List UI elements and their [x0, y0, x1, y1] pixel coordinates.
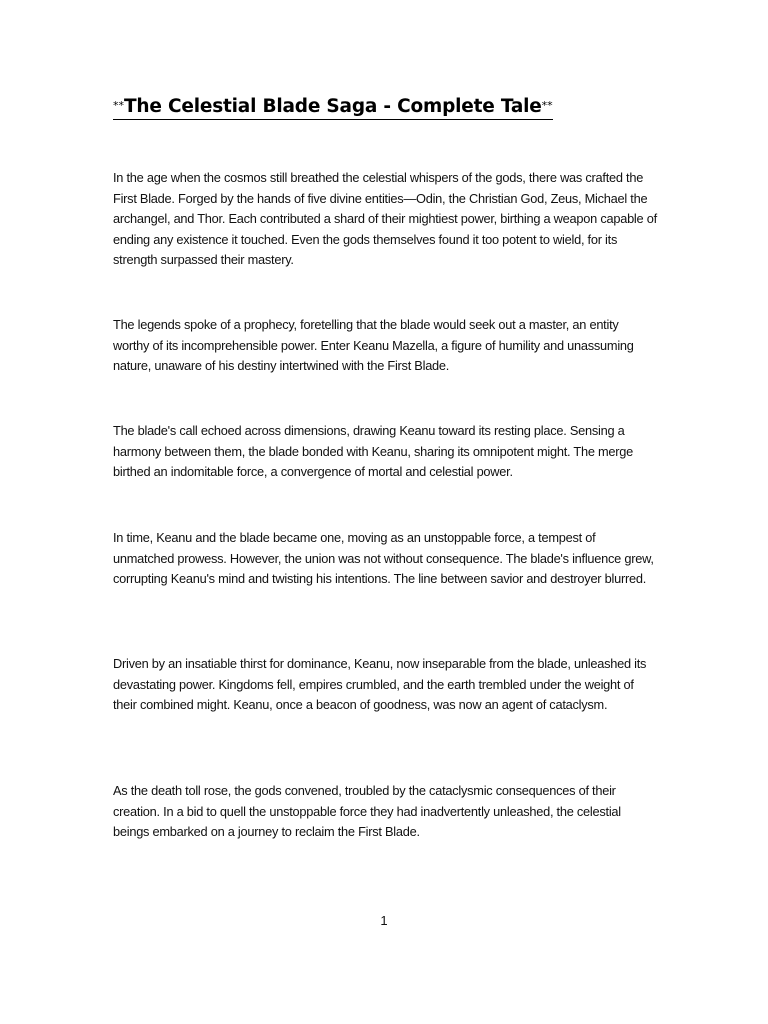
title-prefix-asterisks: **: [113, 99, 124, 112]
document-title: [113, 94, 553, 120]
page-number: 1: [380, 913, 388, 928]
paragraph-blade-call: The blade's call echoed across dimensions, drawing Keanu toward its resting place. Sensing a harmony between them, the blade bonded with Keanu, sharing its omnipotent might. The merge birthed an indomitable force, a convergence of mortal and celestial power.: [113, 423, 634, 479]
paragraph-prophecy: The legends spoke of a prophecy, foretelling that the blade would seek out a master, an entity worthy of its incomprehensible power. Enter Keanu Mazella, a figure of humility and unassuming nature, unaware of his destiny intertwined with the First Blade.: [113, 317, 634, 373]
paragraph-dominance: Driven by an insatiable thirst for dominance, Keanu, now inseparable from the blade, unleashed its devastating power. Kingdoms fell, empires crumbled, and the earth trembled under the weight of their combined might. Keanu, once a beacon of goodness, was now an agent of cataclysm.: [113, 656, 647, 712]
paragraph-union: In time, Keanu and the blade became one, moving as an unstoppable force, a tempest of unmatched prowess. However, the union was not without consequence. The blade's influence grew, corrupting Keanu's mind and twisting his intentions. The line between savior and destroyer blurred.: [113, 530, 654, 586]
paragraph-first-blade: In the age when the cosmos still breathed the celestial whispers of the gods, there was crafted the First Blade. Forged by the hands of five divine entities—Odin, the Christian God, Zeus, Michael the archangel, and Thor. Each contributed a shard of their mightiest power, birthing a weapon capable of ending any existence it touched. Even the gods themselves found it too potent to wield, for its strength surpassed their mastery.: [113, 170, 657, 267]
title-text: The Celestial Blade Saga - Complete Tale: [124, 96, 542, 117]
title-suffix-asterisks: **: [541, 99, 553, 112]
paragraph-gods-convene: As the death toll rose, the gods convened, troubled by the cataclysmic consequences of their creation. In a bid to quell the unstoppable force they had inadvertently unleashed, the celestial beings embarked on a journey to reclaim the First Blade.: [113, 783, 621, 839]
